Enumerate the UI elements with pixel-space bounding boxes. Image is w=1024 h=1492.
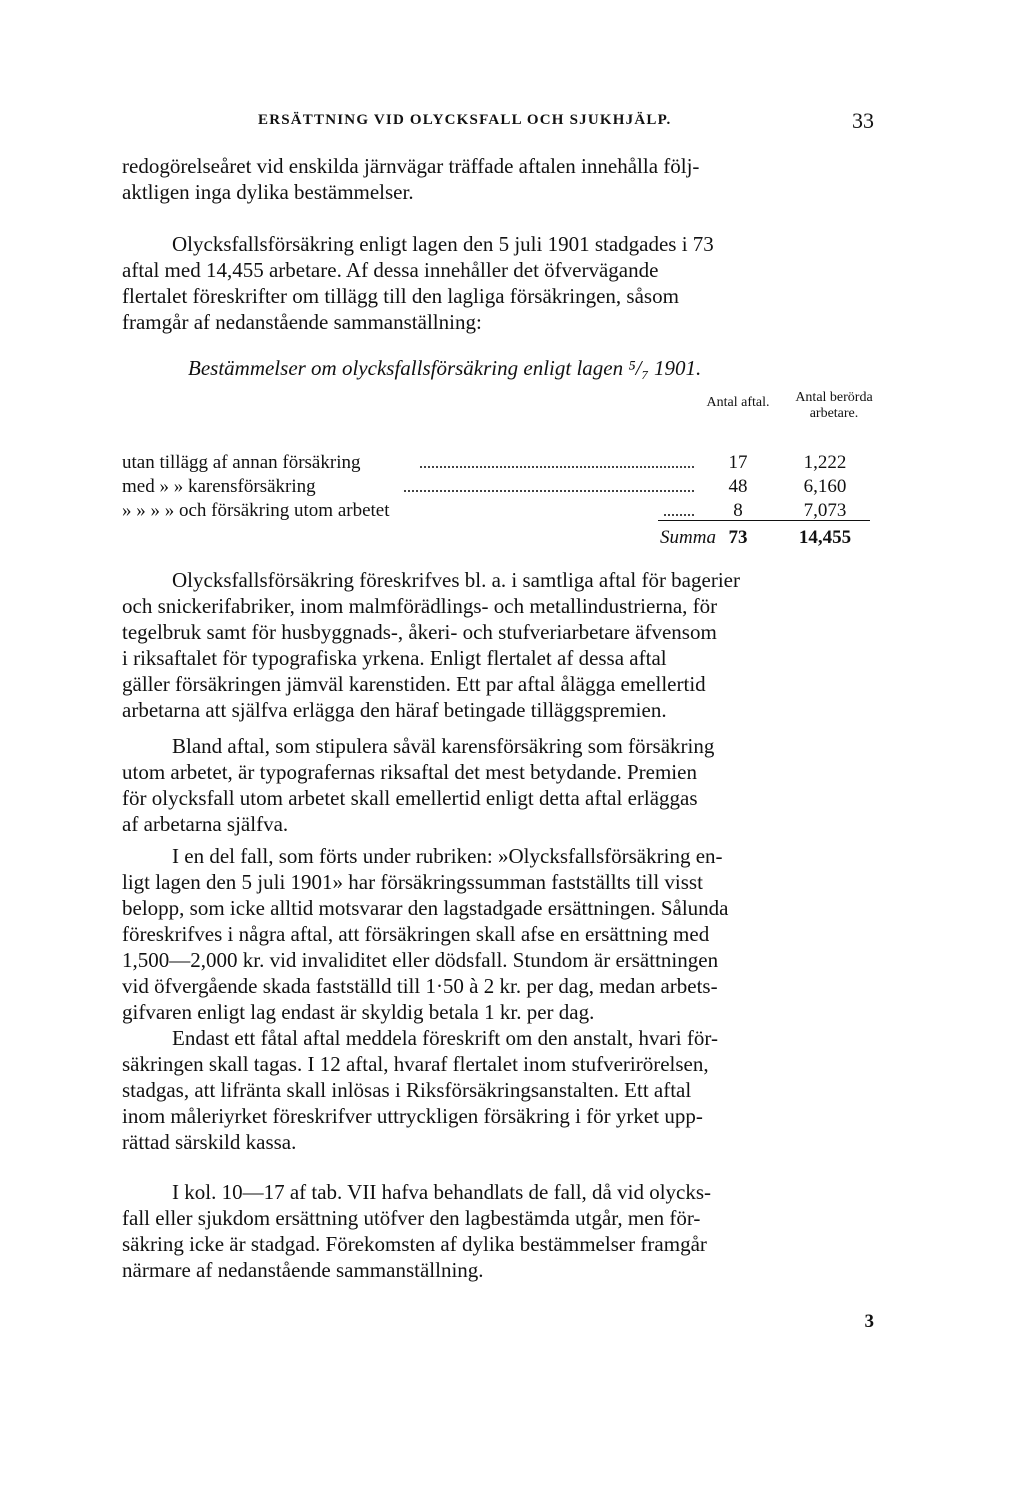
column-header-arbetare: Antal berörda arbetare.	[795, 390, 873, 421]
running-title: ERSÄTTNING VID OLYCKSFALL OCH SJUKHJÄLP.	[258, 112, 672, 128]
text-line: flertalet föreskrifter om tillägg till den lagliga försäkringen, såsom	[122, 284, 679, 308]
text-line: gifvaren enligt lag endast är skyldig betala 1 kr. per dag.	[122, 1000, 595, 1024]
cell-arbetare: 7,073	[803, 500, 847, 521]
leader-dots	[664, 514, 694, 516]
cell-aftal: 17	[728, 452, 748, 473]
text-line: närmare af nedanstående sammanställning.	[122, 1258, 484, 1282]
table-row	[122, 500, 874, 526]
row-label: med » » karensförsäkring	[122, 476, 316, 497]
row-label: utan tillägg af annan försäkring	[122, 452, 361, 473]
text-line: af arbetarna själfva.	[122, 812, 289, 836]
text-line: I kol. 10—17 af tab. VII hafva behandlats de fall, då vid olycks-	[172, 1180, 712, 1204]
cell-aftal: 8	[733, 500, 743, 521]
paragraph-4	[122, 733, 874, 837]
paragraph-1	[122, 153, 874, 205]
text-line: aftal med 14,455 arbetare. Af dessa innehåller det öfvervägande	[122, 258, 659, 282]
text-line: föreskrifves i några aftal, att försäkringen skall afse en ersättning med	[122, 922, 710, 946]
text-line: Olycksfallsförsäkring enligt lagen den 5 juli 1901 stadgades i 73	[172, 232, 714, 256]
sum-label: Summa	[660, 527, 716, 548]
page-header	[122, 108, 874, 140]
text-line: fall eller sjukdom ersättning utöfver den lagbestämda utgår, men för-	[122, 1206, 701, 1230]
paragraph-2	[122, 231, 874, 335]
text-line: redogörelseåret vid enskilda järnvägar träffade aftalen innehålla följ-	[122, 154, 700, 178]
table-caption: Bestämmelser om olycksfallsförsäkring enligt lagen ⁵/₇ 1901.	[188, 356, 702, 380]
text-line: säkring icke är stadgad. Förekomsten af dylika bestämmelser framgår	[122, 1232, 707, 1256]
text-line: utom arbetet, är typografernas riksaftal det mest betydande. Premien	[122, 760, 697, 784]
sum-arbetare: 14,455	[798, 527, 852, 548]
row-label: » » » » och försäkring utom arbetet	[122, 500, 390, 521]
column-header-aftal: Antal aftal.	[706, 395, 770, 410]
cell-arbetare: 1,222	[803, 452, 847, 473]
text-line: aktligen inga dylika bestämmelser.	[122, 180, 414, 204]
paragraph-5	[122, 843, 874, 1025]
paragraph-6	[122, 1025, 874, 1155]
text-line: gäller försäkringen jämväl karenstiden. Ett par aftal ålägga emellertid	[122, 672, 706, 696]
text-line: belopp, som icke alltid motsvarar den lagstadgade ersättningen. Sålunda	[122, 896, 729, 920]
text-line: I en del fall, som förts under rubriken: »Olycksfallsförsäkring en-	[172, 844, 723, 868]
text-line: vid öfvergående skada fastställd till 1·50 à 2 kr. per dag, medan arbets-	[122, 974, 718, 998]
leader-dots	[420, 466, 694, 468]
sum-rule	[658, 520, 870, 521]
text-line: ligt lagen den 5 juli 1901» har försäkringssumman fastställts till visst	[122, 870, 703, 894]
text-line: Bland aftal, som stipulera såväl karensförsäkring som försäkring	[172, 734, 715, 758]
text-line: säkringen skall tagas. I 12 aftal, hvaraf flertalet inom stufverirörelsen,	[122, 1052, 709, 1076]
sum-aftal: 73	[728, 527, 748, 548]
cell-arbetare: 6,160	[803, 476, 847, 497]
paragraph-3	[122, 567, 874, 723]
text-line: inom måleriyrket föreskrifver uttryckligen försäkring i för yrket upp-	[122, 1104, 703, 1128]
text-line: Olycksfallsförsäkring föreskrifves bl. a. i samtliga aftal för bagerier	[172, 568, 740, 592]
table-sum-row	[122, 527, 874, 553]
paragraph-7	[122, 1179, 874, 1283]
text-line: i riksaftalet för typografiska yrkena. Enligt flertalet af dessa aftal	[122, 646, 667, 670]
leader-dots	[404, 490, 694, 492]
text-line: arbetarna att själfva erlägga den häraf betingade tilläggspremien.	[122, 698, 667, 722]
page-number: 33	[852, 108, 874, 133]
table-row	[122, 476, 874, 502]
text-line: för olycksfall utom arbetet skall emellertid enligt detta aftal erläggas	[122, 786, 698, 810]
text-line: 1,500—2,000 kr. vid invaliditet eller dödsfall. Stundom är ersättningen	[122, 948, 719, 972]
text-line: tegelbruk samt för husbyggnads-, åkeri- och stufveriarbetare äfvensom	[122, 620, 717, 644]
text-line: Endast ett fåtal aftal meddela föreskrift om den anstalt, hvari för-	[172, 1026, 718, 1050]
signature-mark: 3	[864, 1311, 874, 1332]
text-line: och snickerifabriker, inom malmförädlings- och metallindustrierna, för	[122, 594, 718, 618]
table-row	[122, 452, 874, 478]
text-line: framgår af nedanstående sammanställning:	[122, 310, 482, 334]
cell-aftal: 48	[728, 476, 748, 497]
text-line: stadgas, att lifränta skall inlösas i Riksförsäkringsanstalten. Ett aftal	[122, 1078, 692, 1102]
text-line: rättad särskild kassa.	[122, 1130, 297, 1154]
